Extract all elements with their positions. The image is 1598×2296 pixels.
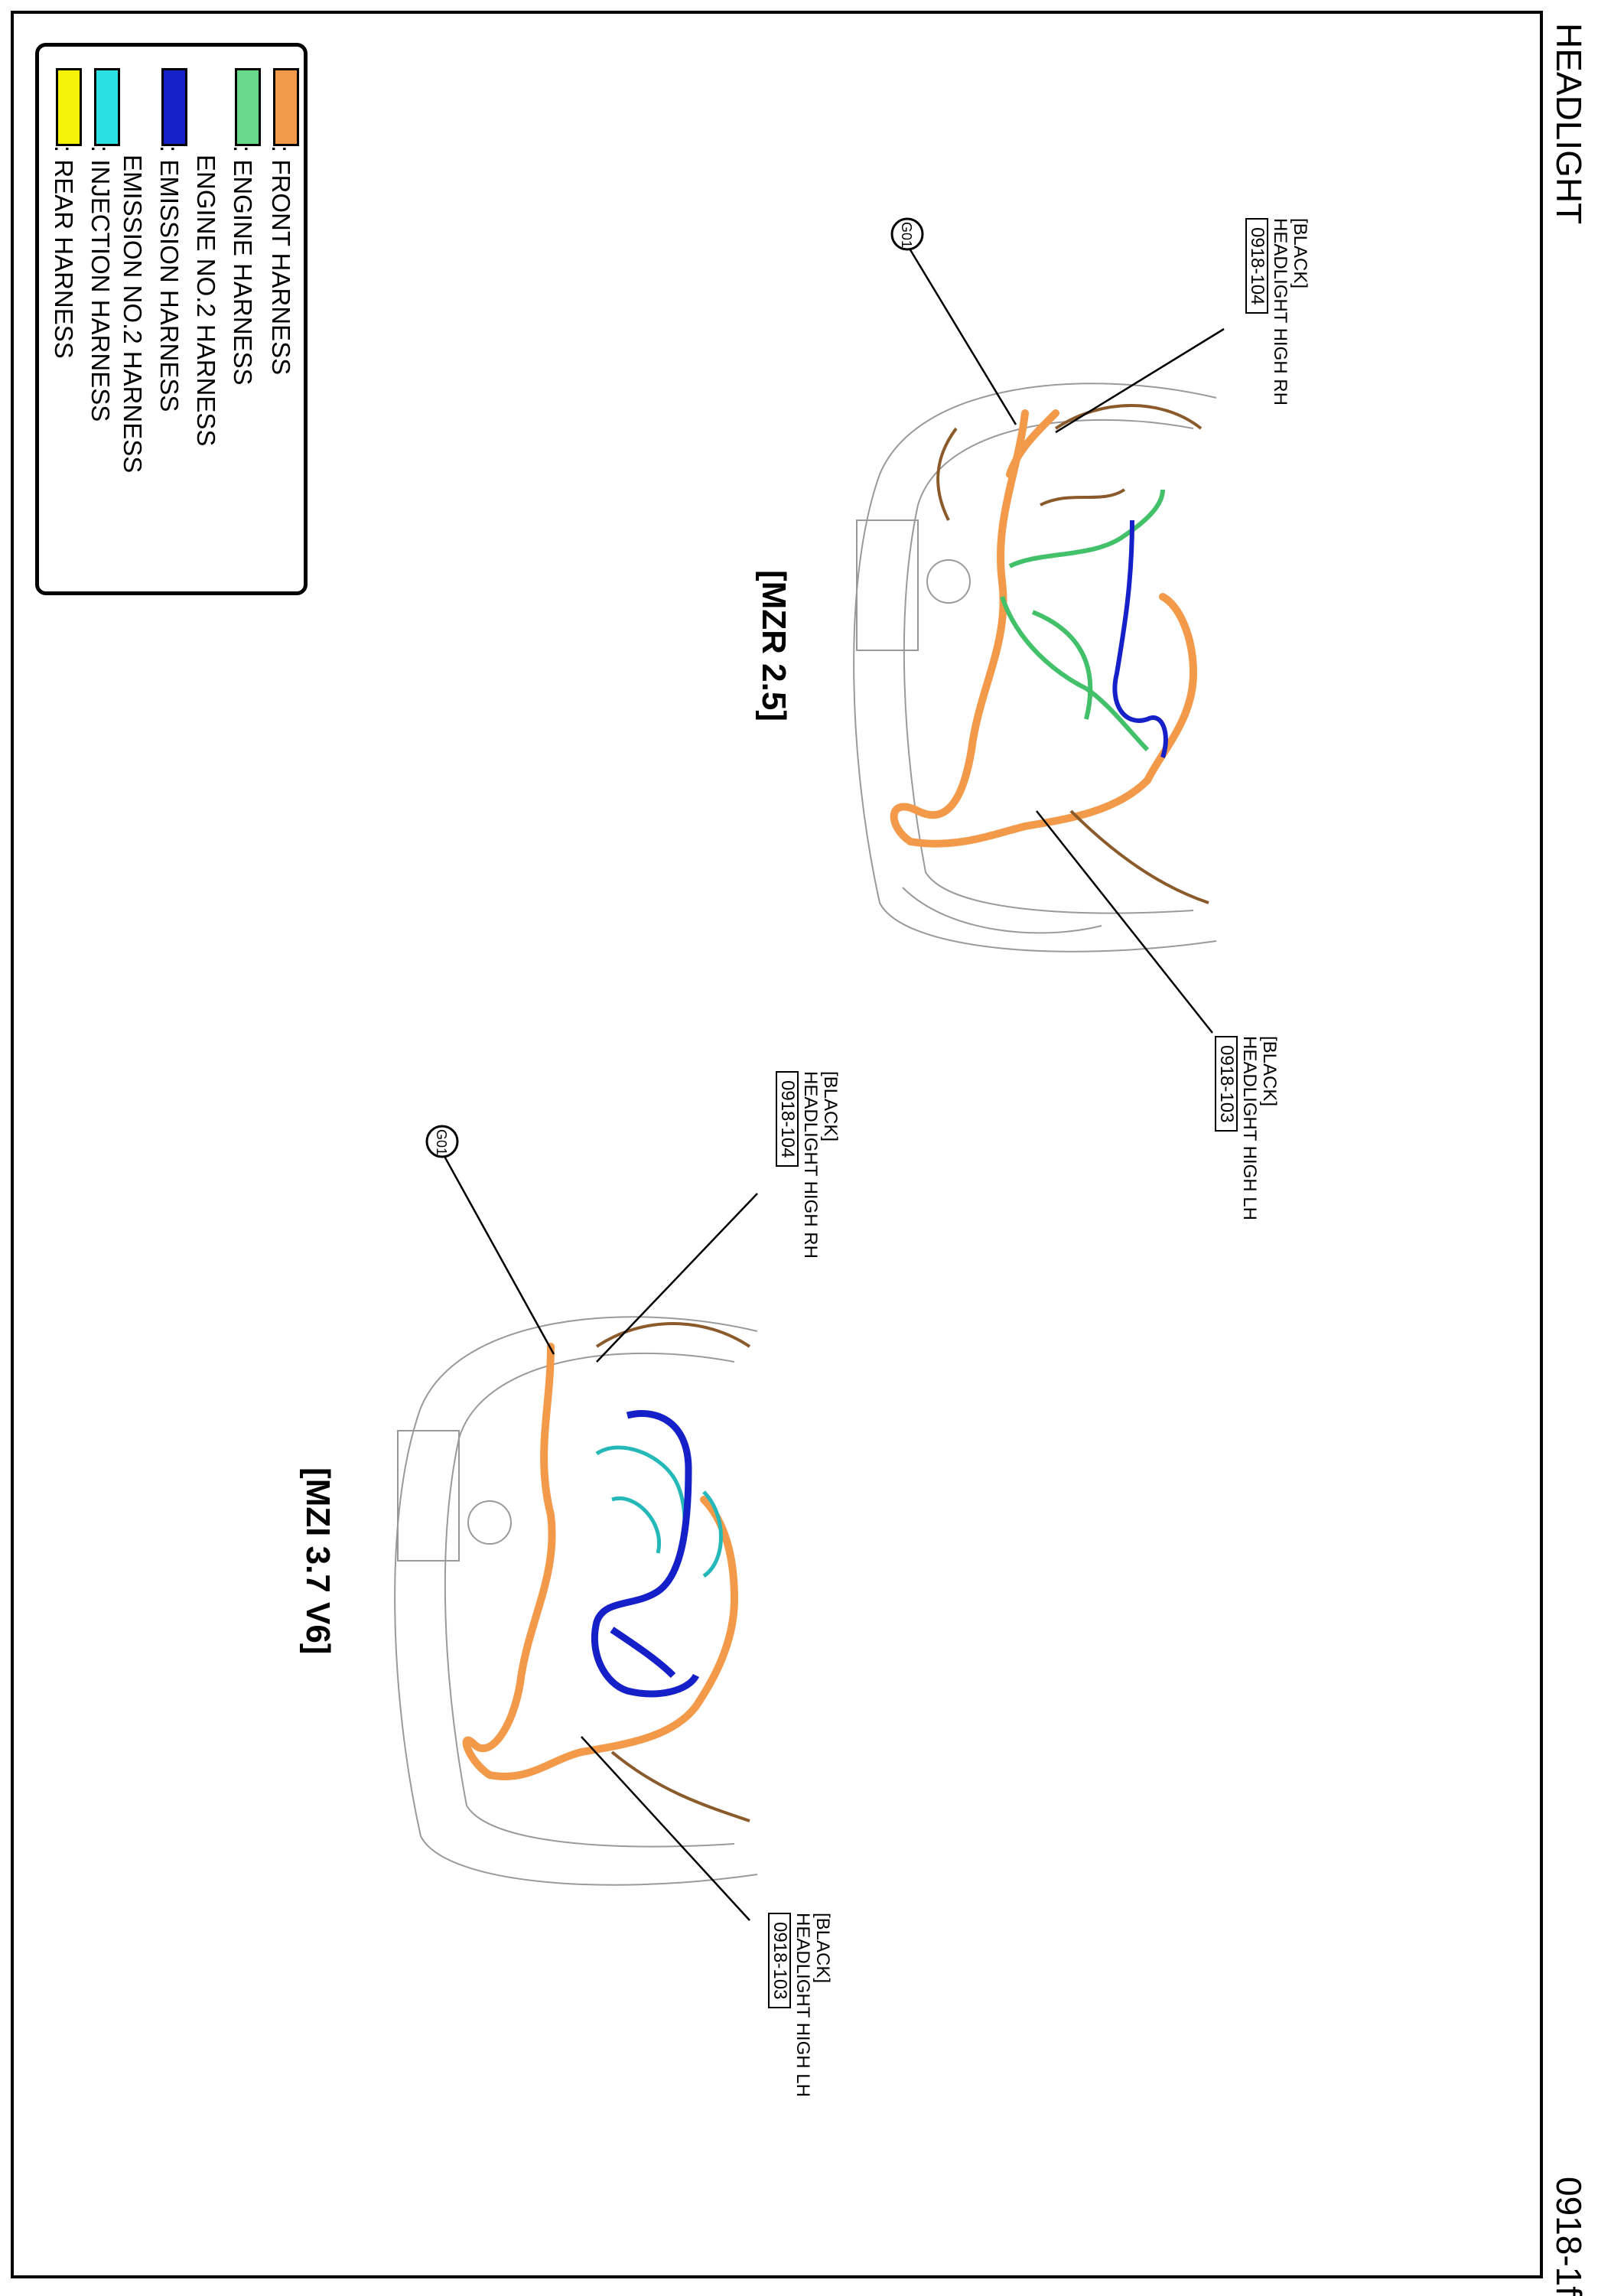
leader-lines-mzi [442, 1152, 757, 1920]
injection-harness-mzi [597, 1448, 721, 1576]
connector-color: [BLACK] [820, 1071, 841, 1142]
leader-lines-mzr [907, 245, 1224, 1033]
legend-label-injection: : INJECTION HARNESS [86, 145, 115, 422]
engine-harness-mzr [1002, 490, 1163, 750]
legend-label-engine-no2: ENGINE NO.2 HARNESS [192, 155, 220, 447]
connector-code: 0918-103 [768, 1913, 791, 2008]
brown-harness-mzr [938, 405, 1209, 903]
connector-name: HEADLIGHT HIGH RH [800, 1071, 821, 1259]
connector-name: HEADLIGHT HIGH RH [1270, 218, 1290, 405]
connector-code: 0918-104 [776, 1071, 799, 1167]
connector-color: [BLACK] [812, 1913, 833, 1984]
ground-label-mzi: G01 [434, 1129, 449, 1156]
connector-color: [BLACK] [1290, 218, 1310, 289]
connector-callout-mzr-rh [1245, 218, 1310, 405]
vehicle-outline-mzi [395, 1317, 757, 1885]
legend-label-rear: : REAR HARNESS [50, 145, 78, 359]
ground-label-mzr: G01 [899, 222, 914, 249]
page-title: HEADLIGHT [1549, 23, 1589, 225]
legend-label-front: : FRONT HARNESS [267, 145, 295, 376]
connector-color: [BLACK] [1259, 1036, 1280, 1107]
connector-callout-mzi-lh [768, 1913, 832, 2097]
connector-callout-mzi-rh [776, 1071, 840, 1259]
model-label-mzi: [MZI 3.7 V6] [299, 1467, 337, 1655]
vehicle-outline-mzr [854, 383, 1216, 952]
connector-name: HEADLIGHT HIGH LH [1239, 1036, 1260, 1220]
front-harness-mzi [467, 1347, 734, 1777]
legend-label-emission: : EMISSION HARNESS [155, 145, 184, 412]
connector-callout-mzr-lh [1215, 1036, 1279, 1220]
connector-code: 0918-104 [1245, 218, 1268, 314]
connector-code: 0918-103 [1215, 1036, 1238, 1132]
model-label-mzr: [MZR 2.5] [755, 570, 792, 721]
legend-label-emission-no2: EMISSION NO.2 HARNESS [119, 155, 147, 474]
legend-label-engine: : ENGINE HARNESS [229, 145, 257, 386]
page-number: 0918-1f [1549, 2177, 1589, 2296]
connector-name: HEADLIGHT HIGH LH [792, 1913, 813, 2097]
